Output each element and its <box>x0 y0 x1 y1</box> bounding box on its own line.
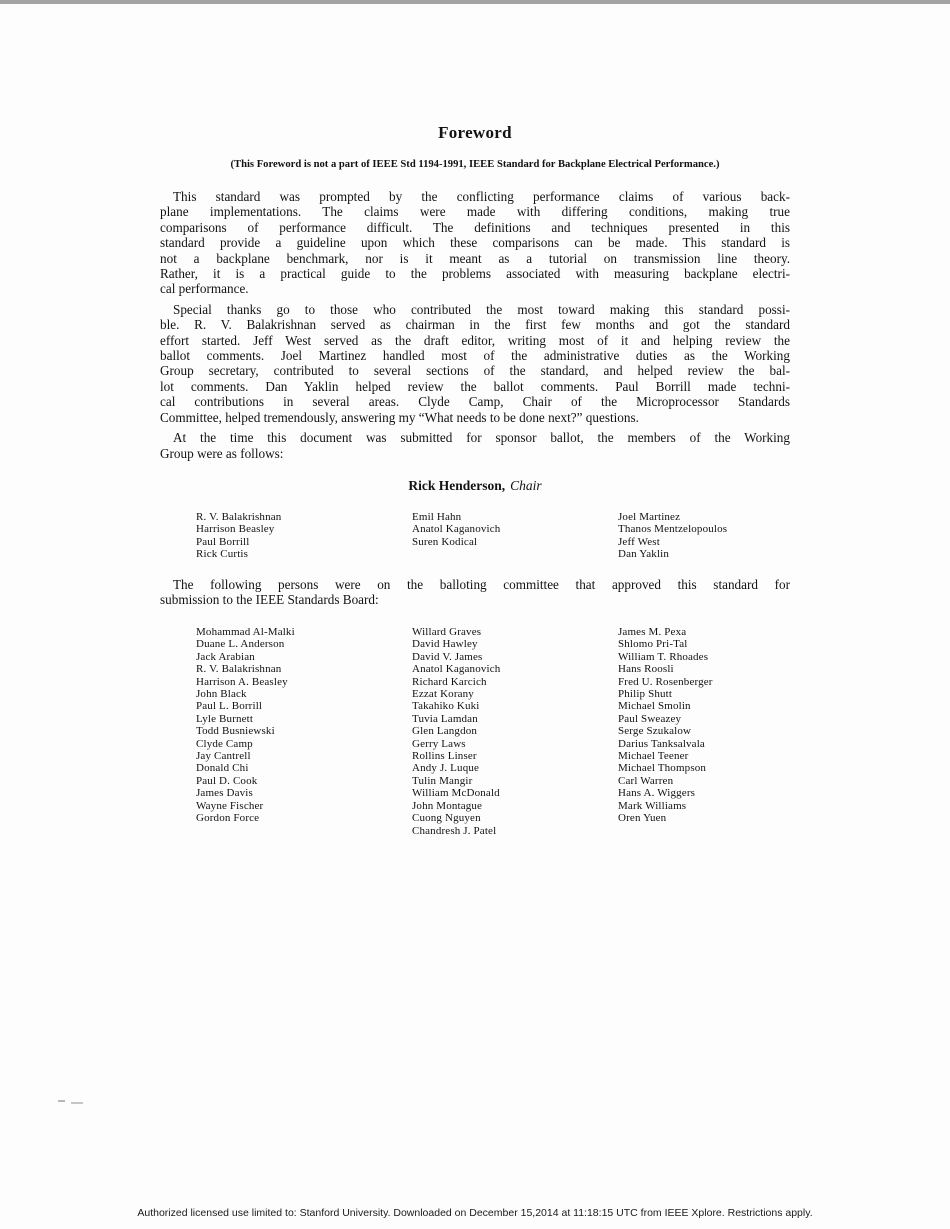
name-item: Andy J. Luque <box>412 762 480 775</box>
name-item: Michael Thompson <box>618 762 707 775</box>
name-item: Paul D. Cook <box>196 774 258 787</box>
text-line: Group were as follows: <box>160 445 284 461</box>
text-line: lot comments. Dan Yaklin helped review the ballot comments. Paul Borrill made techni- <box>160 378 790 394</box>
chair-name: Rick Henderson, <box>408 478 506 493</box>
name-item: Rollins Linser <box>412 750 477 763</box>
name-item: Rick Curtis <box>196 548 249 561</box>
name-item: Carl Warren <box>618 774 674 787</box>
name-item: Shlomo Pri-Tal <box>618 638 688 651</box>
name-item: Emil Hahn <box>412 511 462 523</box>
paragraph-3 <box>160 430 790 461</box>
balloting-committee-list <box>160 626 800 838</box>
name-item: Glen Langdon <box>412 725 478 738</box>
name-item: Lyle Burnett <box>196 712 254 725</box>
name-item: Clyde Camp <box>196 737 253 750</box>
name-item: Richard Karcich <box>412 675 487 688</box>
paragraph-1 <box>160 189 790 297</box>
text-line: not a backplane benchmark, nor is it meant as a tutorial on transmission line theory. <box>160 250 790 266</box>
name-item: David V. James <box>412 650 483 663</box>
name-item: Anatol Kaganovich <box>412 523 501 536</box>
text-line: submission to the IEEE Standards Board: <box>160 592 379 608</box>
text-line: This standard was prompted by the conflicting performance claims of various back- <box>173 189 790 204</box>
name-item: Thanos Mentzelopoulos <box>618 523 728 536</box>
name-item: Harrison A. Beasley <box>196 675 288 688</box>
name-item: Cuong Nguyen <box>412 812 481 825</box>
scan-artifact-mark <box>58 1100 65 1102</box>
chair-heading <box>0 478 950 494</box>
text-line: ballot comments. Joel Martinez handled most of the administrative duties as the Working <box>160 348 790 364</box>
name-item: Jay Cantrell <box>196 750 251 763</box>
working-group-list <box>160 511 800 566</box>
working-group-column-2 <box>412 511 500 548</box>
text-line: ble. R. V. Balakrishnan served as chairman in the first few months and got the standard <box>160 317 790 333</box>
paragraph-2 <box>160 302 790 425</box>
name-item: Paul L. Borrill <box>196 700 263 713</box>
name-item: Wayne Fischer <box>196 799 264 812</box>
name-item: Gerry Laws <box>412 737 466 750</box>
text-line: plane implementations. The claims were made with differing conditions, making true <box>160 204 790 220</box>
name-item: Tuvia Lamdan <box>412 712 478 725</box>
name-item: Suren Kodical <box>412 535 478 548</box>
name-item: Joel Martinez <box>618 511 681 523</box>
name-item: Michael Teener <box>618 750 689 763</box>
text-line: Group secretary, contributed to several sections of the standard, and helped review the bal- <box>160 363 790 379</box>
name-item: Todd Busniewski <box>196 725 275 738</box>
name-item: Harrison Beasley <box>196 523 275 536</box>
footer-license-text: Authorized licensed use limited to: Stanford University. Downloaded on December 15,2014 at 11:18:15 UTC from IEEE Xplore. Restrictions apply. <box>137 1207 813 1219</box>
name-item: John Montague <box>412 799 483 812</box>
name-item: William T. Rhoades <box>618 650 709 663</box>
scan-artifact-mark <box>71 1102 83 1104</box>
name-item: Hans Roosli <box>618 663 674 676</box>
balloting-column-1 <box>196 626 295 825</box>
name-item: Philip Shutt <box>618 688 673 701</box>
text-line: effort started. Jeff West served as the draft editor, writing most of it and helping review the <box>160 332 790 348</box>
name-item: Jeff West <box>618 535 660 548</box>
name-item: Hans A. Wiggers <box>618 787 696 800</box>
name-item: Oren Yuen <box>618 812 667 825</box>
name-item: Anatol Kaganovich <box>412 663 501 676</box>
chair-role: Chair <box>510 478 542 493</box>
foreword-body <box>160 189 790 461</box>
page-title: Foreword <box>438 123 512 142</box>
name-item: Mohammad Al-Malki <box>196 626 295 638</box>
name-item: Ezzat Korany <box>412 688 474 701</box>
text-line: comparisons of performance difficult. The definitions and techniques presented in this <box>160 219 790 235</box>
text-line: At the time this document was submitted for sponsor ballot, the members of the Working <box>173 430 790 446</box>
name-item: Darius Tanksalvala <box>618 737 705 750</box>
name-item: Serge Szukalow <box>618 725 692 738</box>
balloting-column-2 <box>412 626 500 837</box>
name-item: William McDonald <box>412 787 500 800</box>
name-item: James Davis <box>196 787 253 800</box>
page-top-scan-edge <box>0 0 950 4</box>
name-item: Takahiko Kuki <box>412 700 480 713</box>
balloting-intro <box>160 577 790 608</box>
name-item: Willard Graves <box>412 626 482 638</box>
name-item: David Hawley <box>412 638 478 651</box>
name-item: Michael Smolin <box>618 700 691 713</box>
working-group-column-1 <box>196 511 281 561</box>
balloting-column-3 <box>618 626 713 825</box>
name-item: R. V. Balakrishnan <box>196 511 282 523</box>
foreword-note: (This Foreword is not a part of IEEE Std 1194-1991, IEEE Standard for Backplane Electrical Performance.) <box>230 159 720 170</box>
name-item: Paul Sweazey <box>618 712 682 725</box>
name-item: Donald Chi <box>196 762 249 775</box>
working-group-column-3 <box>618 511 727 561</box>
name-item: John Black <box>196 688 247 701</box>
name-item: Jack Arabian <box>196 650 255 663</box>
name-item: Dan Yaklin <box>618 548 670 561</box>
name-item: Gordon Force <box>196 812 260 825</box>
name-item: Paul Borrill <box>196 535 250 548</box>
text-line: Committee, helped tremendously, answering my “What needs to be done next?” questions. <box>160 409 639 425</box>
name-item: Duane L. Anderson <box>196 638 285 651</box>
text-line: cal contributions in several areas. Clyde Camp, Chair of the Microprocessor Standards <box>160 394 790 410</box>
name-item: James M. Pexa <box>618 626 687 638</box>
name-item: Mark Williams <box>618 799 687 812</box>
name-item: Tulin Mangir <box>412 774 473 787</box>
name-item: Chandresh J. Patel <box>412 824 497 837</box>
paragraph-4 <box>160 577 790 608</box>
text-line: Special thanks go to those who contributed the most toward making this standard possi- <box>173 301 790 317</box>
text-line: Rather, it is a practical guide to the problems associated with measuring backplane electri- <box>160 266 790 282</box>
text-line: cal performance. <box>160 281 249 297</box>
text-line: The following persons were on the balloting committee that approved this standard for <box>173 577 790 592</box>
text-line: standard provide a guideline upon which these comparisons can be made. This standard is <box>160 235 790 251</box>
name-item: R. V. Balakrishnan <box>196 663 282 676</box>
name-item: Fred U. Rosenberger <box>618 675 713 688</box>
